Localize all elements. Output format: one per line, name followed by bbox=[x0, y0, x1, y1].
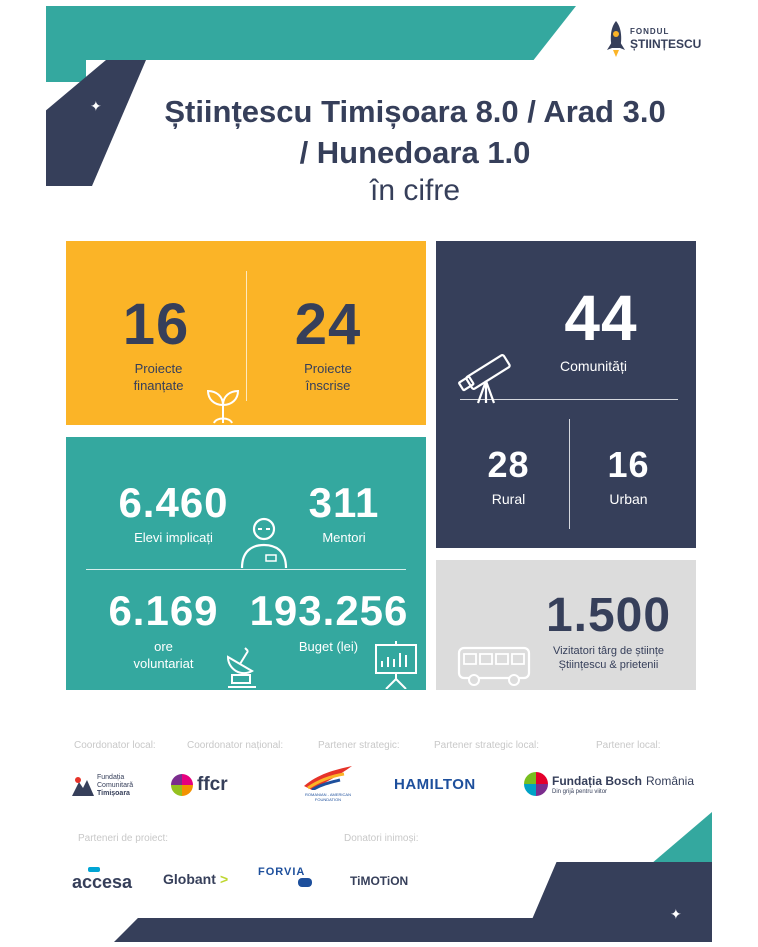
page-subtitle: în cifre bbox=[369, 174, 461, 207]
label-local-strategic-partner: Partener strategic local: bbox=[434, 740, 540, 751]
projects-registered-label1: Proiecte bbox=[304, 361, 352, 376]
rocket-icon bbox=[606, 20, 626, 58]
footer-sparkle-icon: ✦ bbox=[670, 906, 682, 922]
label-donors: Donatori inimoși: bbox=[344, 833, 419, 844]
forvia-text: FORVIA bbox=[258, 866, 306, 878]
brand-bottom: ȘTIINȚESCU bbox=[630, 37, 702, 51]
bosch-name: Fundația Bosch bbox=[552, 774, 643, 788]
logo-hamilton: HAMILTON bbox=[394, 776, 476, 793]
panel-visitors bbox=[436, 560, 696, 690]
globant-arrow-icon: > bbox=[220, 871, 229, 887]
sparkle-icon: ✦ bbox=[90, 98, 102, 114]
hours-label2: voluntariat bbox=[133, 656, 194, 671]
rural-label: Rural bbox=[491, 491, 526, 507]
fct-mark-icon bbox=[72, 776, 94, 796]
budget-value: 193.256 bbox=[249, 587, 409, 634]
logo-raaf bbox=[298, 766, 358, 806]
visitors-value: 1.500 bbox=[545, 589, 672, 642]
logo-forvia bbox=[258, 866, 318, 894]
students-value: 6.460 bbox=[118, 479, 229, 526]
mentors-label: Mentori bbox=[322, 530, 366, 545]
raaf-wing-icon bbox=[304, 766, 352, 790]
projects-registered-label2: înscrise bbox=[305, 378, 351, 393]
urban-value: 16 bbox=[607, 444, 650, 485]
panel-communities bbox=[436, 241, 696, 548]
projects-funded-value: 16 bbox=[122, 292, 190, 357]
bosch-country: România bbox=[646, 774, 695, 788]
hours-label1: ore bbox=[154, 639, 173, 654]
people-divider bbox=[86, 569, 406, 570]
hours-value: 6.169 bbox=[108, 587, 219, 634]
accesa-mark-icon bbox=[88, 867, 100, 872]
communities-value: 44 bbox=[564, 282, 638, 354]
ffcr-text: ffcr bbox=[197, 774, 228, 795]
rural-value: 28 bbox=[487, 444, 530, 485]
logo-timotion: TiMOTiON bbox=[350, 874, 409, 888]
page-title-line2: / Hunedoara 1.0 bbox=[299, 135, 531, 170]
logo-globant: Globant bbox=[163, 871, 216, 887]
bosch-tagline: Din grijă pentru viitor bbox=[552, 789, 608, 795]
header-teal-band bbox=[46, 6, 576, 60]
mentors-value: 311 bbox=[308, 479, 380, 526]
fct-line3: Timișoara bbox=[97, 790, 130, 797]
fct-line2: Comunitară bbox=[97, 782, 134, 789]
budget-label: Buget (lei) bbox=[298, 639, 359, 654]
projects-funded-label1: Proiecte bbox=[134, 361, 183, 376]
page-title-line1: Științescu Timișoara 8.0 / Arad 3.0 bbox=[164, 94, 666, 129]
students-label: Elevi implicați bbox=[134, 530, 213, 545]
urban-label: Urban bbox=[609, 491, 648, 507]
ffcr-mark-icon bbox=[171, 774, 193, 796]
raaf-text: ROMANIAN - AMERICAN FOUNDATION bbox=[304, 792, 351, 802]
label-local-partner: Partener local: bbox=[596, 740, 661, 751]
logo-ffcr bbox=[171, 772, 271, 800]
header-teal-strip bbox=[46, 60, 86, 82]
presentation-board-icon bbox=[372, 639, 420, 689]
projects-registered-value: 24 bbox=[294, 292, 362, 357]
forvia-badge-icon bbox=[298, 878, 312, 887]
panel-projects bbox=[66, 241, 426, 425]
communities-divider bbox=[460, 399, 678, 400]
visitors-label2: Științescu & prietenii bbox=[558, 659, 659, 671]
bus-icon bbox=[456, 644, 532, 688]
panel-people bbox=[66, 437, 426, 690]
label-national-coordinator: Coordonator național: bbox=[187, 740, 284, 751]
bosch-mark-icon bbox=[524, 772, 548, 796]
person-icon bbox=[238, 515, 290, 569]
projects-funded-label2: finanțate bbox=[133, 378, 184, 393]
plant-icon bbox=[202, 383, 244, 425]
logo-accesa: accesa bbox=[72, 872, 133, 892]
label-strategic-partner: Partener strategic: bbox=[318, 740, 400, 751]
brand-logo bbox=[606, 20, 716, 60]
logo-bosch bbox=[524, 770, 694, 800]
visitors-label1: Vizitatori târg de științe bbox=[552, 645, 665, 657]
telescope-icon bbox=[456, 341, 516, 405]
logo-fundatia-comunitara bbox=[72, 772, 172, 802]
fct-line1: Fundația bbox=[97, 774, 125, 781]
label-local-coordinator: Coordonator local: bbox=[74, 740, 156, 751]
label-project-partners: Parteneri de proiect: bbox=[78, 833, 169, 844]
brand-top: FONDUL bbox=[630, 27, 670, 36]
rural-urban-divider bbox=[569, 419, 570, 529]
communities-label: Comunități bbox=[560, 358, 627, 374]
satellite-dish-icon bbox=[222, 637, 262, 689]
